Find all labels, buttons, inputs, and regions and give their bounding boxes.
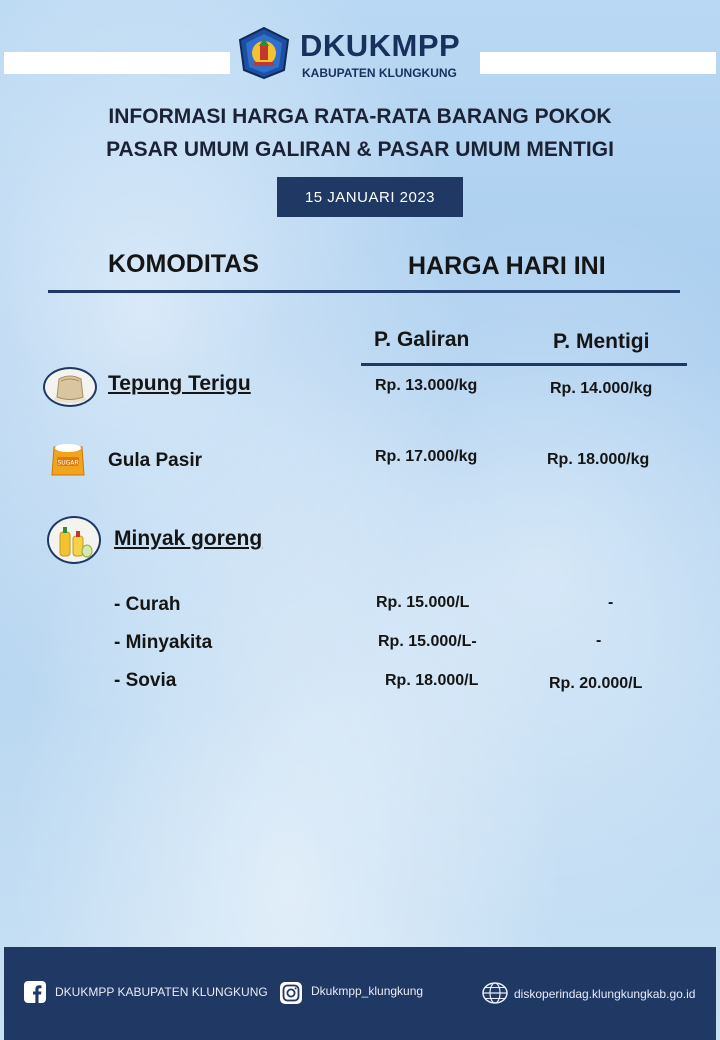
svg-text:SUGAR: SUGAR xyxy=(57,459,79,467)
klungkung-emblem-icon xyxy=(236,26,292,80)
market-header-mentigi: P. Mentigi xyxy=(553,330,650,353)
footer-bar xyxy=(4,947,716,1040)
instagram-icon[interactable] xyxy=(279,981,303,1005)
globe-icon[interactable] xyxy=(482,982,508,1004)
price-galiran-sovia: Rp. 18.000/L xyxy=(385,672,479,689)
footer-instagram-text[interactable]: Dkukmpp_klungkung xyxy=(311,984,424,998)
footer-website-text[interactable]: diskoperindag.klungkungkab.go.id xyxy=(514,987,696,1001)
price-mentigi-tepung-terigu: Rp. 14.000/kg xyxy=(550,380,653,397)
price-galiran-tepung-terigu: Rp. 13.000/kg xyxy=(375,377,478,394)
price-mentigi-gula-pasir: Rp. 18.000/kg xyxy=(547,451,650,468)
brand-subtitle: KABUPATEN KLUNGKUNG xyxy=(302,66,457,80)
facebook-icon[interactable] xyxy=(24,981,46,1003)
column-header-price: HARGA HARI INI xyxy=(408,252,606,280)
item-label-gula-pasir: Gula Pasir xyxy=(108,450,202,471)
sugar-bag-icon xyxy=(48,441,88,479)
market-header-galiran: P. Galiran xyxy=(374,328,470,351)
price-galiran-curah: Rp. 15.000/L xyxy=(376,594,470,611)
brand-name: DKUKMPP xyxy=(300,28,461,63)
brand-logo xyxy=(234,24,482,80)
top-white-band-right xyxy=(480,52,716,74)
price-mentigi-sovia: Rp. 20.000/L xyxy=(549,675,643,692)
top-white-band-left xyxy=(4,52,230,74)
cooking-oil-bottles-icon xyxy=(47,516,101,564)
item-label-curah: - Curah xyxy=(114,594,181,615)
price-mentigi-curah: - xyxy=(608,594,614,611)
flour-sack-icon xyxy=(43,367,97,407)
item-label-minyak-goreng: Minyak goreng xyxy=(114,527,263,550)
item-label-tepung-terigu: Tepung Terigu xyxy=(108,372,251,395)
price-galiran-minyakita: Rp. 15.000/L- xyxy=(378,633,477,650)
price-galiran-gula-pasir: Rp. 17.000/kg xyxy=(375,448,478,465)
item-label-minyakita: - Minyakita xyxy=(114,632,213,653)
item-label-sovia: - Sovia xyxy=(114,670,177,691)
footer-facebook-text[interactable]: DKUKMPP KABUPATEN KLUNGKUNG xyxy=(55,985,268,999)
price-mentigi-minyakita: - xyxy=(596,632,602,649)
header-divider xyxy=(48,290,680,293)
headline-line-2: PASAR UMUM GALIRAN & PASAR UMUM MENTIGI xyxy=(106,138,614,161)
headline-line-1: INFORMASI HARGA RATA-RATA BARANG POKOK xyxy=(108,105,612,128)
market-divider xyxy=(361,363,687,366)
date-badge: 15 JANUARI 2023 xyxy=(277,177,463,217)
column-header-commodity: KOMODITAS xyxy=(108,250,259,278)
